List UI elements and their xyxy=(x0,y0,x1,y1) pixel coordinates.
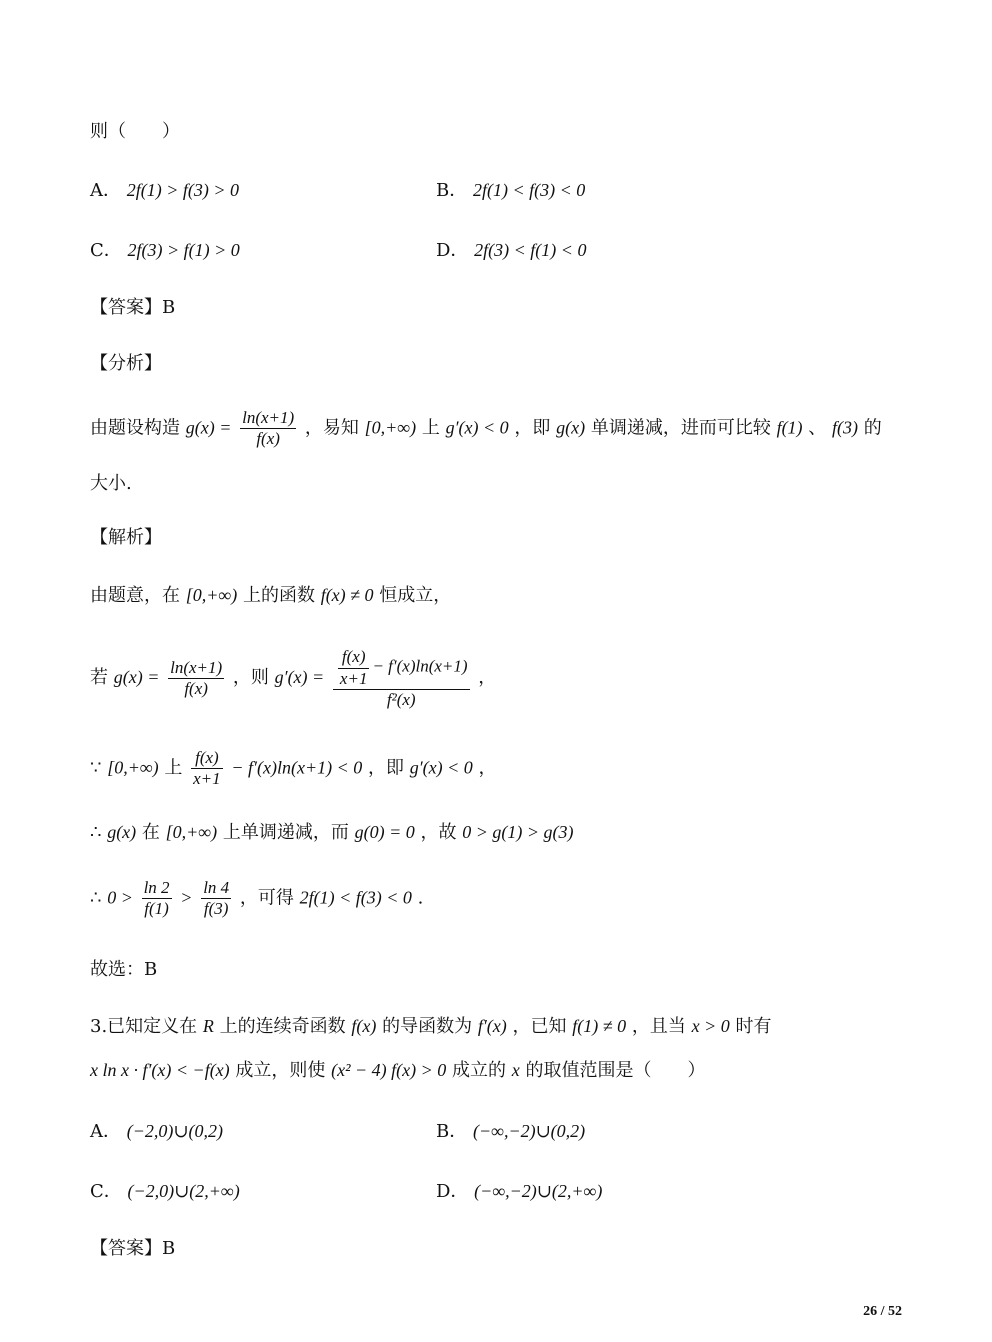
math: g(x) = xyxy=(185,417,232,438)
numerator: ln 2 xyxy=(143,878,170,897)
math: g(x) xyxy=(107,822,137,842)
option-expr: 2f(3) > f(1) > 0 xyxy=(127,240,240,260)
denominator: f²(x) xyxy=(386,690,416,709)
option-letter: A． xyxy=(90,1121,121,1142)
fraction xyxy=(201,878,231,919)
denominator: f(3) xyxy=(203,899,229,918)
math: g′(x) < 0 xyxy=(445,417,509,438)
denominator: x+1 xyxy=(193,769,221,788)
q2-analysis-heading: 【分析】 xyxy=(90,353,162,374)
text: 时有 xyxy=(735,1016,772,1037)
math: g(x) = xyxy=(113,667,160,687)
text: ，则 xyxy=(232,667,269,688)
option-expr: (−∞,−2)∪(2,+∞) xyxy=(474,1181,603,1201)
option-letter: B． xyxy=(436,180,468,201)
option-letter: D． xyxy=(436,1181,469,1202)
fraction xyxy=(333,646,470,710)
text: 在 xyxy=(141,822,160,843)
q2-option-b xyxy=(436,178,585,203)
q2-solution-heading: 【解析】 xyxy=(90,527,162,548)
q2-option-d xyxy=(436,238,586,263)
q3-option-b xyxy=(436,1119,585,1144)
math: [0,+∞) xyxy=(185,585,238,605)
option-expr: (−2,0)∪(0,2) xyxy=(126,1121,223,1141)
math: > xyxy=(180,887,193,908)
denominator: f(x) xyxy=(256,429,280,448)
numerator: f(x) xyxy=(338,646,370,669)
q2-choose: 故选：B xyxy=(90,959,158,980)
math: x xyxy=(511,1060,520,1080)
inner-fraction xyxy=(338,646,370,689)
math: x ln x · f′(x) < −f(x) xyxy=(90,1060,230,1080)
math: f(3) xyxy=(832,417,859,438)
text: 单调递减，进而可比较 xyxy=(590,417,771,439)
denominator: f(x) xyxy=(184,678,208,698)
q2-option-a xyxy=(90,178,239,203)
q3-option-d xyxy=(436,1179,602,1204)
numerator xyxy=(333,646,470,690)
option-letter: C． xyxy=(90,240,122,261)
math: 0 > g(1) > g(3) xyxy=(462,822,574,842)
text: ，已知 xyxy=(512,1016,567,1037)
math: g(0) = 0 xyxy=(354,822,415,842)
q2-solution-line4 xyxy=(90,820,573,845)
math: − f′(x)ln(x+1) xyxy=(372,656,468,676)
text: 成立的 xyxy=(452,1060,507,1081)
option-expr: (−∞,−2)∪(0,2) xyxy=(472,1121,586,1141)
denominator: f(1) xyxy=(144,899,169,918)
q3-option-a xyxy=(90,1119,223,1144)
q2-analysis-line1 xyxy=(90,408,882,449)
math: g′(x) = xyxy=(274,667,325,687)
math: f(1) xyxy=(776,417,803,438)
text: 的 xyxy=(863,417,882,439)
q3-stem-line1 xyxy=(90,1014,771,1039)
text: 上的函数 xyxy=(242,585,315,606)
option-letter: C． xyxy=(90,1181,122,1202)
math: R xyxy=(202,1016,214,1036)
text: ∴ xyxy=(90,822,102,843)
text: 上单调递减，而 xyxy=(222,822,349,843)
option-letter: A． xyxy=(90,180,121,201)
text: 成立，则使 xyxy=(235,1060,326,1081)
fraction xyxy=(191,748,223,789)
q2-solution-line3 xyxy=(90,748,497,789)
option-expr: (−2,0)∪(2,+∞) xyxy=(127,1181,240,1201)
math: 0 > xyxy=(107,887,133,908)
math: f(x) ≠ 0 xyxy=(320,585,374,605)
text: ，即 xyxy=(367,757,404,779)
math: f(1) ≠ 0 xyxy=(572,1016,627,1036)
text: 的导函数为 xyxy=(382,1016,473,1037)
option-letter: B． xyxy=(436,1121,468,1142)
q3-option-c xyxy=(90,1179,240,1204)
math: − f′(x)ln(x+1) < 0 xyxy=(231,757,363,778)
q3-answer: 【答案】B xyxy=(90,1238,176,1259)
q3-stem-line2 xyxy=(90,1058,706,1083)
fraction xyxy=(142,878,172,919)
math: g(x) xyxy=(556,417,586,438)
numerator: ln(x+1) xyxy=(242,408,295,427)
math: x > 0 xyxy=(691,1016,730,1036)
q2-stem-end: 则（ ） xyxy=(90,121,180,142)
text: 的取值范围是（ ） xyxy=(525,1060,706,1081)
text: 上 xyxy=(421,417,440,439)
page-number: 26 / 52 xyxy=(863,1304,902,1319)
text: 、 xyxy=(808,417,827,439)
math: [0,+∞) xyxy=(107,757,159,778)
option-letter: D． xyxy=(436,240,469,261)
math: [0,+∞) xyxy=(364,417,417,438)
text: ， xyxy=(478,757,497,779)
text: 若 xyxy=(90,667,108,688)
q2-solution-line1 xyxy=(90,583,451,608)
numerator: ln(x+1) xyxy=(170,657,223,677)
option-expr: 2f(1) < f(3) < 0 xyxy=(472,180,586,200)
denominator: x+1 xyxy=(339,669,368,688)
math: g′(x) < 0 xyxy=(409,757,473,778)
text: 恒成立， xyxy=(379,585,452,606)
text: 由题意，在 xyxy=(90,585,180,606)
numerator: ln 4 xyxy=(203,878,230,897)
text: ，故 xyxy=(420,822,457,843)
math: 2f(1) < f(3) < 0 xyxy=(299,887,412,908)
q2-solution-line2 xyxy=(90,646,496,710)
math: f(x) xyxy=(351,1016,377,1036)
math: [0,+∞) xyxy=(165,822,218,842)
fraction xyxy=(168,658,224,699)
option-expr: 2f(3) < f(1) < 0 xyxy=(474,240,587,260)
text: 上的连续奇函数 xyxy=(219,1016,346,1037)
text: ，易知 xyxy=(304,417,359,439)
q2-option-c xyxy=(90,238,240,263)
math: (x² − 4) f(x) > 0 xyxy=(331,1060,447,1080)
text: ∵ xyxy=(90,757,102,779)
text: 由题设构造 xyxy=(90,417,180,439)
math: f′(x) xyxy=(477,1016,507,1036)
text: ∴ xyxy=(90,887,102,909)
text: . xyxy=(417,887,424,909)
text: ， xyxy=(478,667,497,688)
option-expr: 2f(1) > f(3) > 0 xyxy=(126,180,240,200)
q2-answer: 【答案】B xyxy=(90,297,176,318)
q2-analysis-line2: 大小. xyxy=(90,473,132,494)
fraction xyxy=(240,408,296,449)
text: 3.已知定义在 xyxy=(90,1016,198,1037)
text: ，可得 xyxy=(239,887,294,909)
numerator: f(x) xyxy=(191,748,223,769)
text: ，且当 xyxy=(631,1016,686,1037)
text: ，即 xyxy=(514,417,551,439)
q2-solution-line5 xyxy=(90,878,423,919)
text: 上 xyxy=(164,757,183,779)
